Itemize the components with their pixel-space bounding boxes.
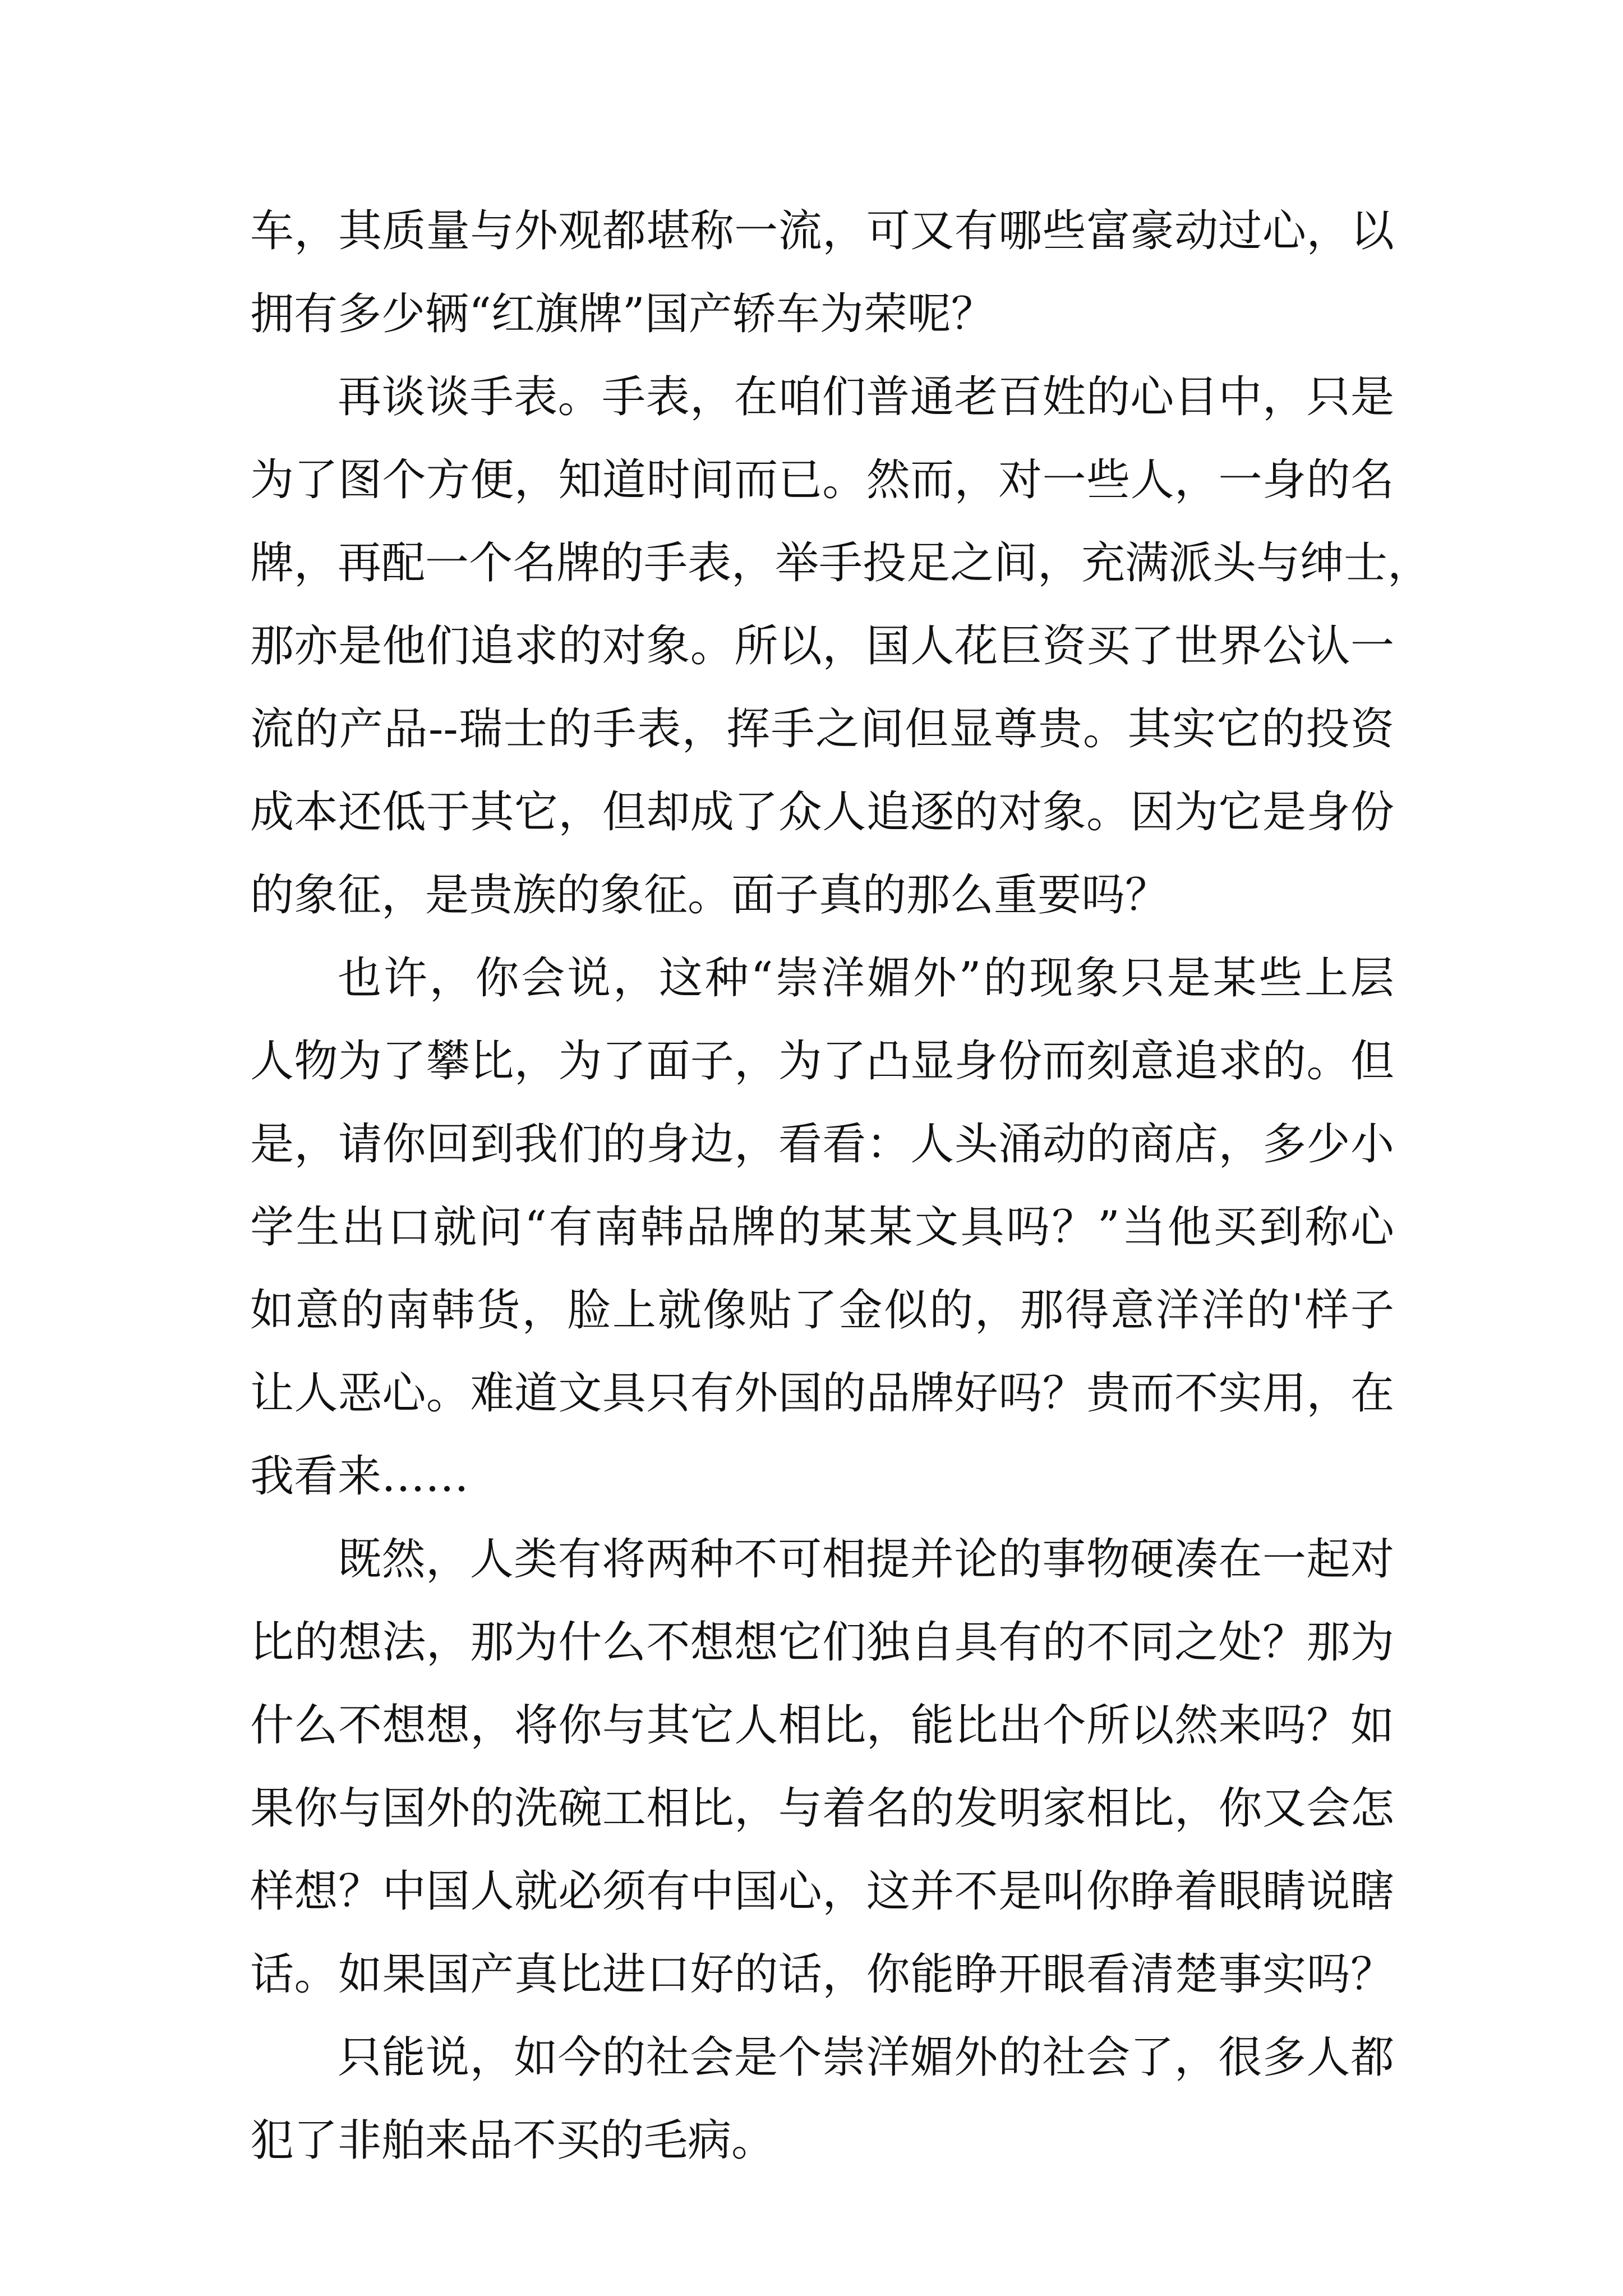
text-line: 那亦是他们追求的对象。所以，国人花巨资买了世界公认一: [250, 621, 1394, 671]
text-line: 学生出口就问“有南韩品牌的某某文具吗？”当他买到称心: [250, 1202, 1394, 1253]
text-line: 让人恶心。难道文具只有外国的品牌好吗？贵而不实用，在: [250, 1368, 1394, 1419]
text-line: 流的产品--瑞士的手表，挥手之间但显尊贵。其实它的投资: [250, 704, 1394, 754]
paragraph-first-line: 只能说，如今的社会是个崇洋媚外的社会了，很多人都: [338, 2032, 1394, 2083]
text-line: 人物为了攀比，为了面子，为了凸显身份而刻意追求的。但: [250, 1036, 1394, 1087]
document-body: [250, 190, 1432, 2182]
text-line: 是，请你回到我们的身边，看看：人头涌动的商店，多少小: [250, 1119, 1394, 1170]
text-line: 车，其质量与外观都堪称一流，可又有哪些富豪动过心，以: [250, 206, 1394, 256]
text-line: 果你与国外的洗碗工相比，与着名的发明家相比，你又会怎: [250, 1783, 1394, 1834]
text-line: 犯了非舶来品不买的毛病。: [250, 2115, 776, 2166]
text-line: 样想？中国人就必须有中国心，这并不是叫你睁着眼睛说瞎: [250, 1866, 1394, 1917]
paragraph-first-line: 再谈谈手表。手表，在咱们普通老百姓的心目中，只是: [338, 372, 1394, 422]
text-line: 话。如果国产真比进口好的话，你能睁开眼看清楚事实吗？: [250, 1949, 1394, 2000]
text-line: 为了图个方便，知道时间而已。然而，对一些人，一身的名: [250, 455, 1394, 505]
text-line: 牌，再配一个名牌的手表，举手投足之间，充满派头与绅士，: [250, 538, 1432, 588]
paragraph-first-line: 既然，人类有将两种不可相提并论的事物硬凑在一起对: [338, 1534, 1394, 1585]
text-line: 成本还低于其它，但却成了众人追逐的对象。因为它是身份: [250, 787, 1394, 838]
text-line: 拥有多少辆“红旗牌”国产轿车为荣呢？: [250, 289, 995, 339]
text-line: 我看来……: [250, 1451, 469, 1502]
text-line: 比的想法，那为什么不想想它们独自具有的不同之处？那为: [250, 1617, 1394, 1668]
text-line: 如意的南韩货，脸上就像贴了金似的，那得意洋洋的'样子: [250, 1285, 1394, 1336]
text-line: 什么不想想，将你与其它人相比，能比出个所以然来吗？如: [250, 1700, 1394, 1751]
paragraph-first-line: 也许，你会说，这种“崇洋媚外”的现象只是某些上层: [338, 953, 1394, 1004]
text-line: 的象征，是贵族的象征。面子真的那么重要吗？: [250, 870, 1169, 921]
